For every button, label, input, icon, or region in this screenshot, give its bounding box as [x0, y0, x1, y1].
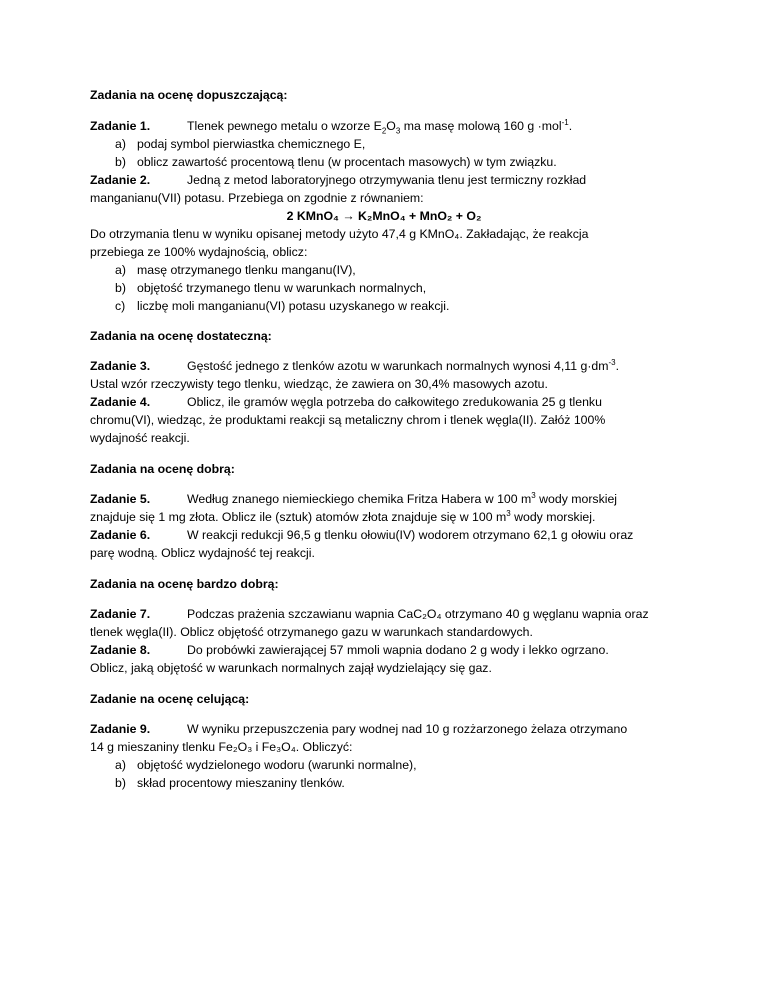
task-7-label: Zadanie 7. [90, 607, 151, 621]
task-5-line2: znajduje się 1 mg złota. Oblicz ile (sztuk) atomów złota znajduje się w 100 $m^3$ wody morskiej. [90, 508, 596, 524]
task-2-line1: Jedną z metod laboratoryjnego otrzymywania tlenu jest termiczny rozkład [187, 173, 587, 187]
task-7-line1: Podczas prażenia szczawianu wapnia CaC₂O₄ otrzymano 40 g węglanu wapnia oraz [187, 607, 649, 621]
task-4-line3: wydajność reakcji. [90, 431, 190, 445]
task-6-line1: W reakcji redukcji 96,5 g tlenku ołowiu(IV) wodorem otrzymano 62,1 g ołowiu oraz [187, 528, 634, 542]
task-2-item-a: masę otrzymanego tlenku manganu(IV), [137, 263, 356, 277]
task-3-line1: Gęstość jednego z tlenków azotu w warunkach normalnych wynosi 4,11 $g\cdot dm^{-3}$. [187, 357, 620, 373]
task-9-item-a-marker: a) [115, 758, 126, 772]
task-6-line2: parę wodną. Oblicz wydajność tej reakcji. [90, 546, 315, 560]
task-1-item-a-marker: a) [115, 137, 126, 151]
task-9-label: Zadanie 9. [90, 722, 151, 736]
task-1-item-b-marker: b) [115, 155, 126, 169]
task-2-line3: Do otrzymania tlenu w wyniku opisanej metody użyto 47,4 g KMnO₄. Zakładając, że reakcja [90, 227, 589, 241]
task-5-line1: Według znanego niemieckiego chemika Fritza Habera w 100 $m^3$ wody morskiej [187, 490, 618, 506]
section-heading-dopuszczajaca: Zadania na ocenę dopuszczającą: [90, 88, 288, 102]
task-2-line2: manganianu(VII) potasu. Przebiega on zgodnie z równaniem: [90, 191, 424, 205]
task-9-item-b: skład procentowy mieszaniny tlenków. [137, 776, 345, 790]
section-heading-dostateczna: Zadania na ocenę dostateczną: [90, 329, 272, 343]
task-1-item-b: oblicz zawartość procentową tlenu (w procentach masowych) w tym związku. [137, 155, 557, 169]
task-7-line2: tlenek węgla(II). Oblicz objętość otrzymanego gazu w warunkach standardowych. [90, 625, 533, 639]
section-heading-celujaca: Zadanie na ocenę celującą: [90, 692, 250, 706]
task-4-label: Zadanie 4. [90, 395, 151, 409]
task-3-line2: Ustal wzór rzeczywisty tego tlenku, wiedząc, że zawiera on 30,4% masowych azotu. [90, 377, 548, 391]
task-2-item-c-marker: c) [115, 299, 126, 313]
task-3-label: Zadanie 3. [90, 359, 151, 373]
task-8-line2: Oblicz, jaką objętość w warunkach normalnych zajął wydzielający się gaz. [90, 661, 492, 675]
task-4-line2: chromu(VI), wiedząc, że produktami reakcji są metaliczny chrom i tlenek węgla(II). Załóż 100% [90, 413, 606, 427]
task-8-line1: Do probówki zawierającej 57 mmoli wapnia dodano 2 g wody i lekko ogrzano. [187, 643, 609, 657]
task-2-label: Zadanie 2. [90, 173, 151, 187]
task-5-label: Zadanie 5. [90, 492, 151, 506]
task-1-item-a: podaj symbol pierwiastka chemicznego E, [137, 137, 366, 151]
task-1-text: Tlenek pewnego metalu o wzorze $E_2O_3$ ma masę molową 160 g ·mol$^{-1}$. [187, 117, 573, 136]
section-heading-dobra: Zadania na ocenę dobrą: [90, 462, 235, 476]
section-heading-bardzo-dobra: Zadania na ocenę bardzo dobrą: [90, 577, 279, 591]
task-2-item-a-marker: a) [115, 263, 126, 277]
task-9-line1: W wyniku przepuszczenia pary wodnej nad 10 g rozżarzonego żelaza otrzymano [187, 722, 628, 736]
task-2-item-b-marker: b) [115, 281, 126, 295]
task-2-line4: przebiega ze 100% wydajnością, oblicz: [90, 245, 308, 259]
task-8-label: Zadanie 8. [90, 643, 151, 657]
task-2-item-c: liczbę moli manganianu(VI) potasu uzyskanego w reakcji. [137, 299, 450, 313]
task-2-item-b: objętość trzymanego tlenu w warunkach normalnych, [137, 281, 427, 295]
task-4-line1: Oblicz, ile gramów węgla potrzeba do całkowitego zredukowania 25 g tlenku [187, 395, 602, 409]
task-1-label: Zadanie 1. [90, 119, 151, 133]
task-9-item-b-marker: b) [115, 776, 126, 790]
task-9-line2: 14 g mieszaniny tlenku Fe₂O₃ i Fe₃O₄. Obliczyć: [90, 740, 353, 754]
task-2-equation: 2 KMnO₄ → K₂MnO₄ + MnO₂ + O₂ [286, 209, 482, 223]
task-9-item-a: objętość wydzielonego wodoru (warunki normalne), [137, 758, 417, 772]
task-6-label: Zadanie 6. [90, 528, 151, 542]
